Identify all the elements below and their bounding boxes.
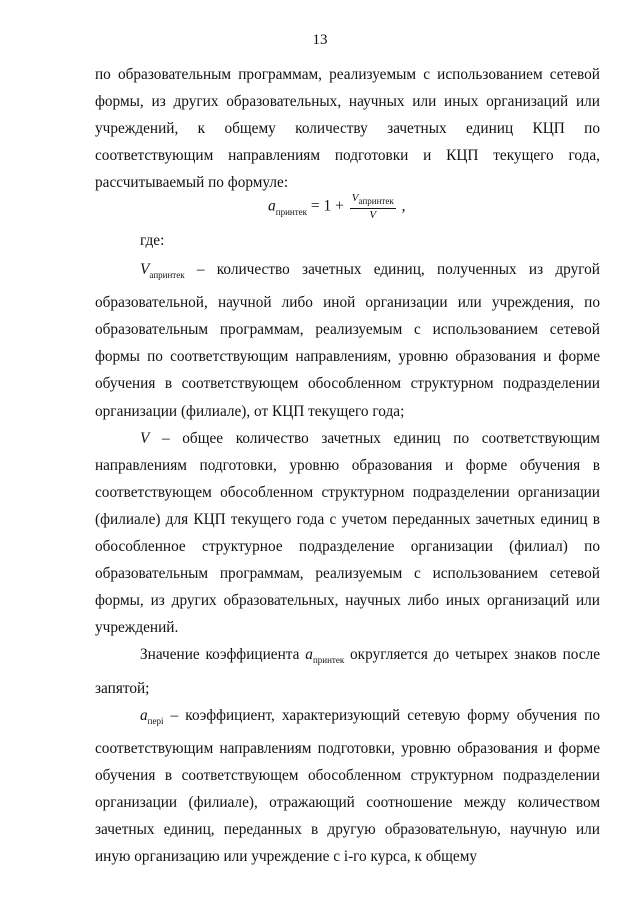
formula-eq: = 1 + bbox=[307, 197, 348, 215]
def2-text: – общее количество зачетных единиц по соответствующим направлениям подготовки, уровню образования и форме обучения в соответствующем обособленном структурном подразделении организации (филиале) для КЦП текущего года с учетом переданных зачетных единиц в обособленное структурное подразделение организации (филиал) по образовательным программам, реализуемым с использованием сетевой формы, из других образовательных, научных либо иных организаций или учреждений. bbox=[95, 429, 600, 637]
where-label: где: bbox=[140, 232, 165, 249]
def2-symbol: V bbox=[140, 429, 150, 447]
def1-subscript: aпринтек bbox=[149, 270, 185, 281]
formula-lhs: a bbox=[268, 197, 276, 215]
rounding-symbol: a bbox=[305, 646, 313, 664]
rounding-before: Значение коэффициента bbox=[140, 646, 306, 664]
paragraph-intro bbox=[95, 61, 600, 196]
rounding-subscript: принтек bbox=[312, 655, 345, 666]
formula-denominator: V bbox=[369, 209, 377, 222]
definition-v-aprintek bbox=[95, 256, 600, 425]
intro-text: по образовательным программам, реализуемым с использованием сетевой формы, из других образовательных, научных или иных организаций или учреждений, к общему количеству зачетных единиц КЦП по соответствующим направлениям подготовки и КЦП текущего года, рассчитываемый по формуле: bbox=[95, 66, 600, 192]
def1-text: – количество зачетных единиц, полученных из другой образовательной, научной либо иной организации или учреждения, по образовательным программам, реализуемым с использованием сетевой формы по соответствующим направлениям, уровню образования и форме обучения в соответствующем обособленном структурном подразделении организации (филиале), от КЦП текущего года; bbox=[95, 261, 600, 420]
definition-v-total bbox=[95, 425, 600, 642]
formula-lhs-sub: принтек bbox=[275, 206, 307, 217]
formula-tail: , bbox=[397, 197, 406, 215]
formula-numerator: $V_{aпринтек}$ bbox=[350, 192, 396, 209]
definition-a-per bbox=[95, 702, 600, 871]
formula bbox=[268, 192, 405, 222]
formula-fraction bbox=[350, 192, 396, 222]
def3-text: – коэффициент, характеризующий сетевую форму обучения по соответствующим направлениям подготовки, уровню образования и форме обучения в соответствующем обособленном структурном подразделении организации (филиале), отражающий соотношение между количеством зачетных единиц, переданных в другую образовательную, научную или иную организацию или учреждение с i-го курса, к общему bbox=[95, 706, 600, 866]
rounding-after: округляется до четырех знаков после запятой; bbox=[95, 646, 601, 697]
def1-symbol: V bbox=[140, 261, 150, 278]
def3-subscript: перi bbox=[147, 715, 164, 726]
page-number: 13 bbox=[312, 32, 328, 48]
rounding-note bbox=[95, 641, 600, 701]
definitions bbox=[95, 256, 600, 870]
def3-symbol: a bbox=[140, 706, 148, 724]
